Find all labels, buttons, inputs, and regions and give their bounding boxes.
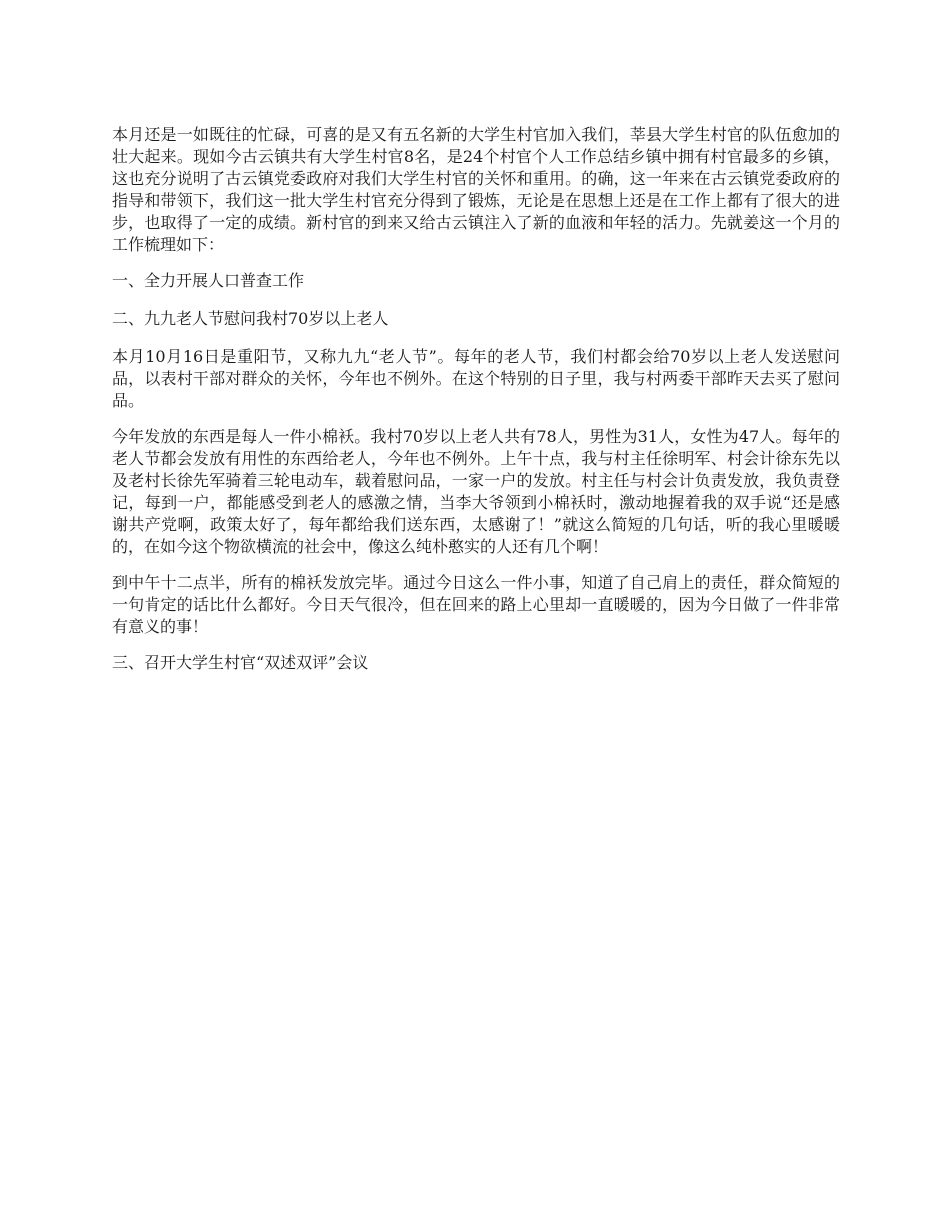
elderly-day-paragraph: 本月10月16日是重阳节，又称九九“老人节”。每年的老人节，我们村都会给70岁以上老人发送慰问品，以表村干部对群众的关怀，今年也不例外。在这个特别的日子里，我与村两委干部昨天去买了慰问品。 [112,347,840,410]
document-body [112,124,840,690]
section-heading-meeting: 三、召开大学生村官“双述双评”会议 [112,653,369,672]
section-heading-elderly-day: 二、九九老人节慰问我村70岁以上老人 [112,309,389,328]
distribution-paragraph: 今年发放的东西是每人一件小棉袄。我村70岁以上老人共有78人，男性为31人，女性为47人。每年的老人节都会发放有用性的东西给老人，今年也不例外。上午十点，我与村主任徐明军、村会计徐东先以及老村长徐先军骑着三轮电动车，载着慰问品，一家一户的发放。村主任与村会计负责发放，我负责登记，每到一户，都能感受到老人的感激之情，当李大爷领到小棉袄时，激动地握着我的双手说“还是感谢共产党啊，政策太好了，每年都给我们送东西，太感谢了！”就这么简短的几句话，听的我心里暖暖的，在如今这个物欲横流的社会中，像这么纯朴憨实的人还有几个啊！ [112,427,840,556]
intro-paragraph: 本月还是一如既往的忙碌，可喜的是又有五名新的大学生村官加入我们，莘县大学生村官的队伍愈加的壮大起来。现如今古云镇共有大学生村官8名，是24个村官个人工作总结乡镇中拥有村官最多的乡镇，这也充分说明了古云镇党委政府对我们大学生村官的关怀和重用。的确，这一年来在古云镇党委政府的指导和带领下，我们这一批大学生村官充分得到了锻炼，无论是在思想上还是在工作上都有了很大的进步，也取得了一定的成绩。新村官的到来又给古云镇注入了新的血液和年轻的活力。先就姜这一个月的工作梳理如下： [112,125,840,254]
completion-paragraph: 到中午十二点半，所有的棉袄发放完毕。通过今日这么一件小事，知道了自己肩上的责任，群众简短的一句肯定的话比什么都好。今日天气很冷，但在回来的路上心里却一直暖暖的，因为今日做了一件非常有意义的事！ [112,573,840,636]
section-heading-census: 一、全力开展人口普查工作 [112,271,305,290]
